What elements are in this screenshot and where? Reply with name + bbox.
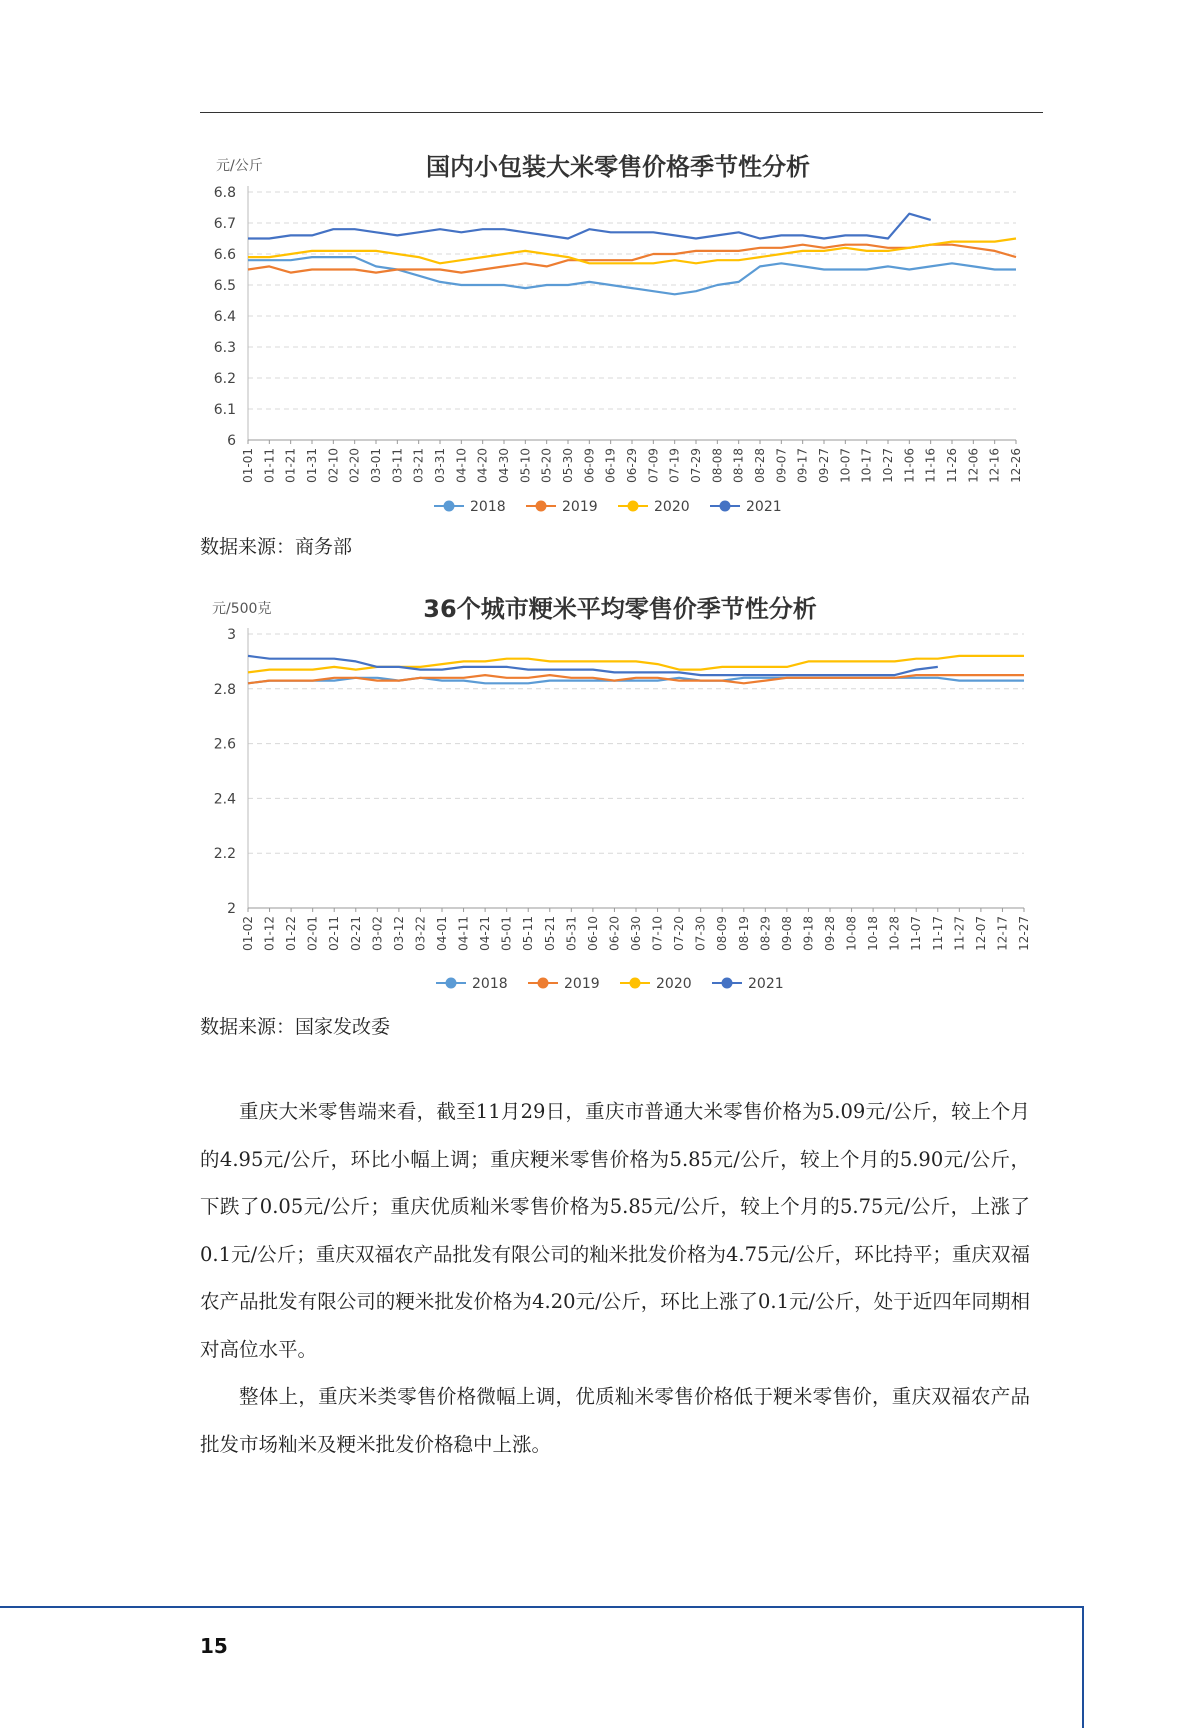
x-tick-label: 04-30 xyxy=(497,448,511,483)
x-tick-label: 10-07 xyxy=(838,448,853,483)
x-tick-label: 03-12 xyxy=(391,916,406,951)
x-tick-label: 10-08 xyxy=(844,916,859,951)
chart-japonica-36-cities xyxy=(200,580,1060,1000)
x-tick-label: 06-19 xyxy=(603,448,618,483)
chart-svg xyxy=(200,580,1060,1000)
y-tick-label: 6.1 xyxy=(213,402,236,418)
x-tick-label: 07-10 xyxy=(650,916,665,951)
x-tick-label: 03-22 xyxy=(413,916,428,951)
chart-source-1: 数据来源：商务部 xyxy=(200,536,353,558)
x-tick-label: 01-01 xyxy=(241,448,255,483)
x-tick-label: 02-21 xyxy=(348,916,363,951)
x-tick-label: 01-02 xyxy=(241,916,255,951)
x-tick-label: 09-28 xyxy=(823,916,837,951)
y-tick-label: 6.6 xyxy=(213,247,236,263)
legend-marker xyxy=(538,978,549,989)
x-tick-label: 12-27 xyxy=(1017,916,1031,951)
x-tick-label: 11-16 xyxy=(923,448,938,483)
chart-title: 国内小包装大米零售价格季节性分析 xyxy=(426,153,810,181)
x-tick-label: 07-19 xyxy=(667,448,682,483)
y-tick-label: 2.4 xyxy=(213,791,236,808)
y-tick-label: 2.8 xyxy=(213,681,236,698)
x-tick-label: 05-01 xyxy=(499,916,514,951)
x-tick-label: 08-18 xyxy=(731,448,746,483)
legend-marker xyxy=(628,501,639,512)
x-tick-label: 03-01 xyxy=(369,448,383,483)
x-tick-label: 10-27 xyxy=(881,448,895,483)
x-tick-label: 06-29 xyxy=(625,448,639,483)
x-tick-label: 06-10 xyxy=(585,916,600,951)
x-tick-label: 07-20 xyxy=(672,916,687,951)
x-tick-label: 10-17 xyxy=(859,448,874,483)
series-line-2021 xyxy=(248,214,931,239)
legend-label: 2018 xyxy=(470,499,506,515)
chart-source-2: 数据来源：国家发改委 xyxy=(200,1016,391,1038)
legend-label: 2020 xyxy=(654,499,690,515)
x-tick-label: 11-27 xyxy=(952,916,967,951)
y-tick-label: 6 xyxy=(227,433,236,449)
x-tick-label: 10-18 xyxy=(866,916,881,951)
x-tick-label: 04-10 xyxy=(454,448,469,483)
legend-label: 2019 xyxy=(564,976,600,992)
x-tick-label: 08-28 xyxy=(753,448,767,483)
y-tick-label: 2.2 xyxy=(213,846,236,863)
x-tick-label: 11-07 xyxy=(909,916,924,951)
y-tick-label: 2.6 xyxy=(213,736,236,753)
x-tick-label: 11-17 xyxy=(930,916,945,951)
x-tick-label: 02-11 xyxy=(327,916,342,951)
x-tick-label: 12-06 xyxy=(966,448,981,483)
legend-label: 2019 xyxy=(562,499,598,515)
y-axis-unit: 元/500克 xyxy=(212,601,272,617)
x-tick-label: 12-26 xyxy=(1009,448,1023,483)
y-tick-label: 6.8 xyxy=(213,185,236,201)
y-tick-label: 6.2 xyxy=(213,371,236,387)
page-number: 15 xyxy=(200,1634,228,1658)
x-tick-label: 09-27 xyxy=(817,448,831,483)
x-tick-label: 03-21 xyxy=(411,448,426,483)
x-tick-label: 03-11 xyxy=(390,448,405,483)
x-tick-label: 01-31 xyxy=(305,448,319,483)
y-tick-label: 2 xyxy=(227,901,236,917)
x-tick-label: 09-18 xyxy=(801,916,816,951)
x-tick-label: 12-17 xyxy=(995,916,1010,951)
x-tick-label: 04-11 xyxy=(456,916,471,951)
x-tick-label: 01-21 xyxy=(283,448,298,483)
y-axis-unit: 元/公斤 xyxy=(216,158,263,174)
y-tick-label: 3 xyxy=(227,627,236,643)
x-tick-label: 11-26 xyxy=(945,448,959,483)
header-rule xyxy=(200,112,1043,113)
paragraph: 整体上，重庆米类零售价格微幅上调，优质籼米零售价格低于粳米零售价，重庆双福农产品批发市场籼米及粳米批发价格稳中上涨。 xyxy=(200,1385,1030,1456)
x-tick-label: 01-11 xyxy=(262,448,277,483)
x-tick-label: 03-02 xyxy=(370,916,385,951)
x-tick-label: 05-10 xyxy=(518,448,533,483)
chart-rice-small-package xyxy=(200,132,1060,522)
legend-label: 2021 xyxy=(748,976,784,992)
x-tick-label: 01-22 xyxy=(284,916,299,951)
legend-label: 2018 xyxy=(472,976,508,992)
x-tick-label: 08-08 xyxy=(710,448,725,483)
legend-marker xyxy=(720,501,731,512)
x-tick-label: 08-09 xyxy=(715,916,730,951)
x-tick-label: 10-28 xyxy=(887,916,902,951)
x-tick-label: 07-09 xyxy=(646,448,661,483)
x-tick-label: 05-30 xyxy=(561,448,575,483)
x-tick-label: 05-21 xyxy=(542,916,557,951)
legend-marker xyxy=(630,978,641,989)
x-tick-label: 06-30 xyxy=(629,916,643,951)
series-line-2019 xyxy=(248,675,1024,683)
x-tick-label: 02-20 xyxy=(347,448,362,483)
series-line-2021 xyxy=(248,656,938,675)
x-tick-label: 09-08 xyxy=(779,916,794,951)
x-tick-label: 04-01 xyxy=(435,916,449,951)
x-tick-label: 09-07 xyxy=(774,448,789,483)
x-tick-label: 08-29 xyxy=(758,916,773,951)
x-tick-label: 02-01 xyxy=(305,916,320,951)
legend-marker xyxy=(446,978,457,989)
x-tick-label: 05-11 xyxy=(521,916,536,951)
x-tick-label: 03-31 xyxy=(433,448,447,483)
x-tick-label: 06-20 xyxy=(607,916,622,951)
chart-title: 36个城市粳米平均零售价季节性分析 xyxy=(423,595,817,623)
legend-marker xyxy=(444,501,455,512)
x-tick-label: 01-12 xyxy=(262,916,277,951)
x-tick-label: 04-21 xyxy=(478,916,493,951)
x-tick-label: 05-31 xyxy=(564,916,579,951)
chart-svg xyxy=(200,132,1060,522)
legend-marker xyxy=(536,501,547,512)
legend-marker xyxy=(722,978,733,989)
x-tick-label: 11-06 xyxy=(902,448,917,483)
x-tick-label: 08-19 xyxy=(736,916,751,951)
legend-label: 2020 xyxy=(656,976,692,992)
legend-label: 2021 xyxy=(746,499,782,515)
x-tick-label: 12-16 xyxy=(987,448,1002,483)
y-tick-label: 6.4 xyxy=(213,309,236,325)
x-tick-label: 07-29 xyxy=(689,448,703,483)
x-tick-label: 12-07 xyxy=(973,916,988,951)
y-tick-label: 6.7 xyxy=(213,216,236,232)
y-tick-label: 6.3 xyxy=(213,340,236,356)
x-tick-label: 04-20 xyxy=(475,448,490,483)
body-text xyxy=(200,1088,1030,1468)
x-tick-label: 06-09 xyxy=(582,448,597,483)
x-tick-label: 09-17 xyxy=(795,448,810,483)
y-tick-label: 6.5 xyxy=(213,278,236,294)
x-tick-label: 05-20 xyxy=(539,448,554,483)
paragraph: 重庆大米零售端来看，截至11月29日，重庆市普通大米零售价格为5.09元/公斤，较上个月的4.95元/公斤，环比小幅上调；重庆粳米零售价格为5.85元/公斤，较上个月的5.90元/公斤，下跌了0.05元/公斤；重庆优质籼米零售价格为5.85元/公斤，较上个月的5.75元/公斤，上涨了0.1元/公斤；重庆双福农产品批发有限公司的籼米批发价格为4.75元/公斤，环比持平；重庆双福农产品批发有限公司的粳米批发价格为4.20元/公斤，环比上涨了0.1元/公斤，处于近四年同期相对高位水平。 xyxy=(200,1100,1030,1361)
x-tick-label: 02-10 xyxy=(326,448,341,483)
footer-frame xyxy=(0,1606,1084,1728)
x-tick-label: 07-30 xyxy=(693,916,708,951)
